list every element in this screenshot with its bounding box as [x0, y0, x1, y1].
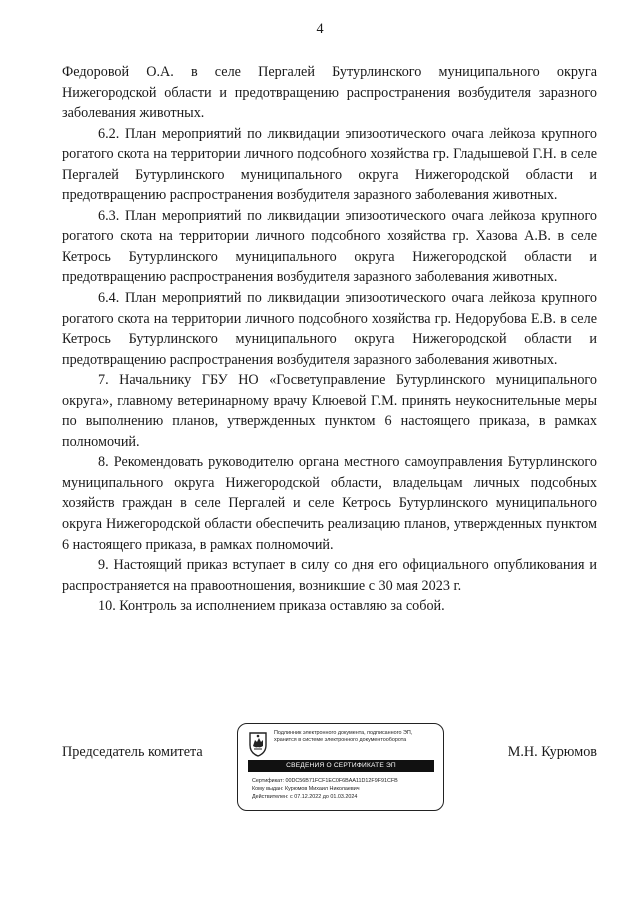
stamp-certificate-row: Сертификат: 00DC56B71FCF1EC0F6BAA11D12F9F91CFB — [252, 778, 398, 784]
stamp-header-line: хранится в системе электронного документооборота — [274, 737, 407, 743]
document-body — [62, 62, 597, 617]
stamp-header — [274, 730, 440, 744]
stamp-details — [252, 777, 437, 801]
electronic-signature-stamp — [237, 723, 444, 811]
coat-of-arms-icon — [248, 731, 268, 757]
paragraph-9: 9. Настоящий приказ вступает в силу со дня его официального опубликования и распространяется на правоотношения, возникшие с 30 мая 2023 г. — [62, 557, 597, 594]
signatory-position: Председатель комитета — [62, 744, 203, 760]
paragraph-8: 8. Рекомендовать руководителю органа местного самоуправления Бутурлинского муниципального округа Нижегородской области, владельцам личных подсобных хозяйств граждан в селе Пергалей и селе Кетрось Бутурлинского муниципального округа Нижегородской области обеспечить реализацию планов, утвержденных пунктом 6 настоящего приказа, в рамках полномочий. — [62, 454, 597, 553]
page-number: 4 — [316, 21, 324, 37]
paragraph-7: 7. Начальнику ГБУ НО «Госветуправление Бутурлинского муниципального округа», главному ветеринарному врачу Клюевой Г.М. принять неукоснительные меры по выполнению планов, утвержденных пунктом 6 настоящего приказа, в рамках полномочий. — [62, 372, 597, 450]
signatory-name: М.Н. Курюмов — [507, 744, 597, 760]
paragraph-6-2: 6.2. План мероприятий по ликвидации эпизоотического очага лейкоза крупного рогатого скота на территории личного подсобного хозяйства гр. Гладышевой Г.Н. в селе Пергалей Бутурлинского муниципального округа Нижегородской области и предотвращению распространения возбудителя заразного заболевания животных. — [62, 125, 597, 204]
paragraph-6-4: 6.4. План мероприятий по ликвидации эпизоотического очага лейкоза крупного рогатого скота на территории личного подсобного хозяйства гр. Недорубова Е.В. в селе Кетрось Бутурлинского муниципального округа Нижегородской области и предотвращению распространения возбудителя заразного заболевания животных. — [62, 290, 597, 368]
stamp-issued-to-row: Кому выдан: Курюмов Михаил Николаевич — [252, 786, 360, 792]
paragraph-10: 10. Контроль за исполнением приказа оставляю за собой. — [98, 598, 445, 615]
stamp-validity-row: Действителен: с 07.12.2022 до 01.03.2024 — [252, 794, 358, 800]
stamp-banner: СВЕДЕНИЯ О СЕРТИФИКАТЕ ЭП — [248, 760, 434, 772]
stamp-header-line: Подлинник электронного документа, подписанного ЭП, — [274, 730, 413, 736]
paragraph-continuation: Федоровой О.А. в селе Пергалей Бутурлинского муниципального округа Нижегородской области и предотвращению распространения возбудителя заразного заболевания животных. — [62, 64, 597, 122]
paragraph-6-3: 6.3. План мероприятий по ликвидации эпизоотического очага лейкоза крупного рогатого скота на территории личного подсобного хозяйства гр. Хазова А.В. в селе Кетрось Бутурлинского муниципального округа Нижегородской области и предотвращению распространения возбудителя заразного заболевания животных. — [62, 207, 597, 286]
